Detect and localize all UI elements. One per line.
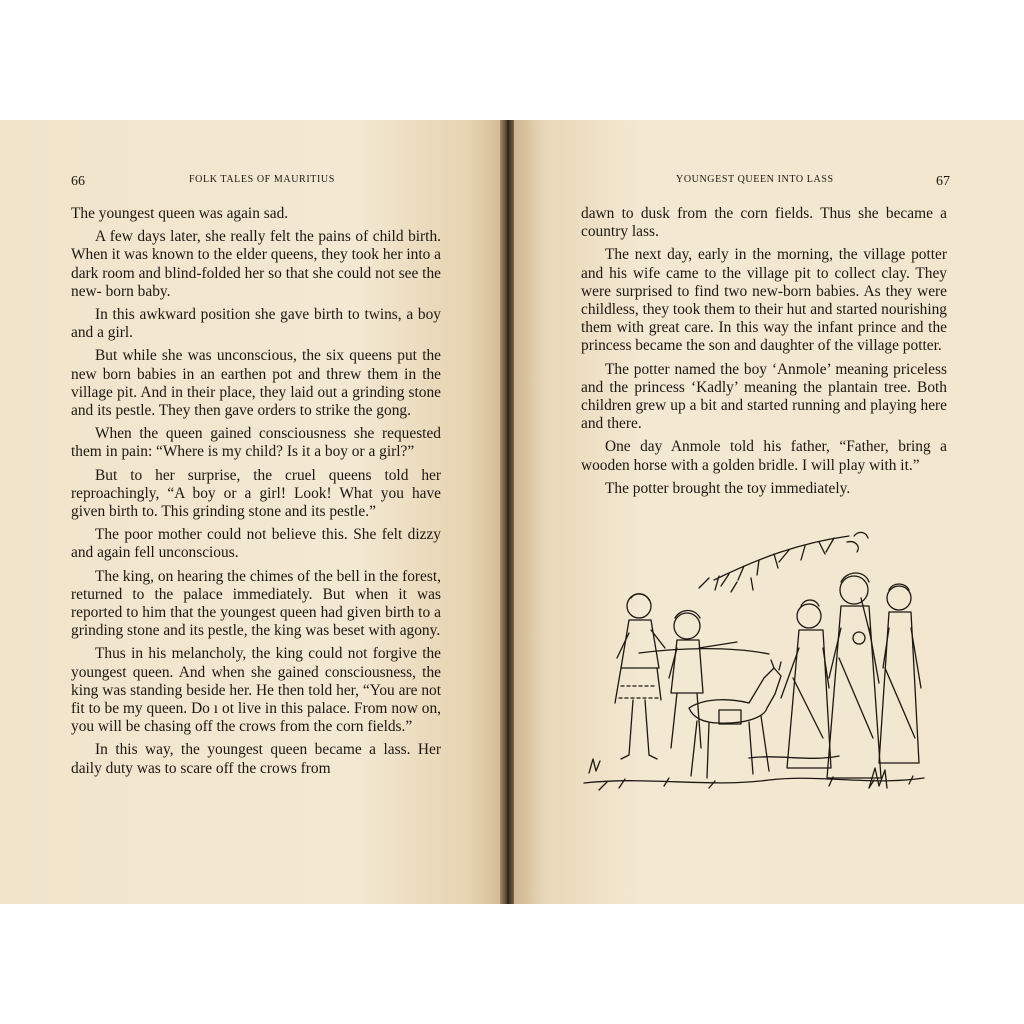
paragraph: But while she was unconscious, the six queens put the new born babies in an earthen pot and threw them in the village pit. And in their place, they laid out a grinding stone and its pestle. They then gave orders to strike the gong. xyxy=(71,347,441,420)
open-book-spread xyxy=(0,120,1024,904)
page-number-right: 67 xyxy=(936,174,950,189)
paragraph: dawn to dusk from the corn fields. Thus she became a country lass. xyxy=(581,205,947,241)
paragraph: The potter brought the toy immediately. xyxy=(605,479,851,497)
paragraph: The poor mother could not believe this. She felt dizzy and again fell unconscious. xyxy=(71,526,441,562)
paragraph: The next day, early in the morning, the village potter and his wife came to the village pit to collect clay. They were surprised to find two new-born babies. As they were childless, they took them to their hut and started nourishing them with great care. In this way the infant prince and the princess became the son and daughter of the village potter. xyxy=(581,246,947,355)
running-head-left: FOLK TALES OF MAURITIUS xyxy=(189,174,335,185)
paragraph: The potter named the boy ‘Anmole’ meaning priceless and the princess ‘Kadly’ meaning the plantain tree. Both children grew up a bit and started running and playing here and there. xyxy=(581,360,947,433)
page-number-left: 66 xyxy=(71,174,85,189)
paragraph: The king, on hearing the chimes of the bell in the forest, returned to the palace immediately. But when it was reported to him that the youngest queen had given birth to a grinding stone and its pestle, the king was beset with agony. xyxy=(71,567,441,640)
story-illustration xyxy=(569,518,939,818)
paragraph: In this way, the youngest queen became a lass. Her daily duty was to scare off the crows from xyxy=(71,741,441,777)
book-gutter xyxy=(500,120,514,904)
paragraph: The youngest queen was again sad. xyxy=(71,205,289,222)
running-head-right: YOUNGEST QUEEN INTO LASS xyxy=(676,174,834,185)
left-page xyxy=(0,120,510,904)
paragraph: Thus in his melancholy, the king could not forgive the youngest queen. And when she gained consciousness, the king was standing beside her. He then told her, “You are not fit to be my queen. Do ı ot live in this palace. From now on, you will be chasing off the crows from the corn fields.” xyxy=(71,645,441,736)
paragraph: But to her surprise, the cruel queens told her reproachingly, “A boy or a girl! Look! What you have given birth to. This grinding stone and its pestle.” xyxy=(71,466,441,521)
paragraph: A few days later, she really felt the pains of child birth. When it was known to the elder queens, they took her into a dark room and blind-folded her so that she could not see the new- born baby. xyxy=(71,228,441,300)
right-page-text xyxy=(581,205,947,503)
paragraph: When the queen gained consciousness she requested them in pain: “Where is my child? Is it a boy or a girl?” xyxy=(71,425,441,461)
paragraph: One day Anmole told his father, “Father, bring a wooden horse with a golden bridle. I will play with it.” xyxy=(581,438,947,474)
left-page-text xyxy=(71,205,441,783)
right-page xyxy=(514,120,1024,904)
paragraph: In this awkward position she gave birth to twins, a boy and a girl. xyxy=(71,306,441,342)
